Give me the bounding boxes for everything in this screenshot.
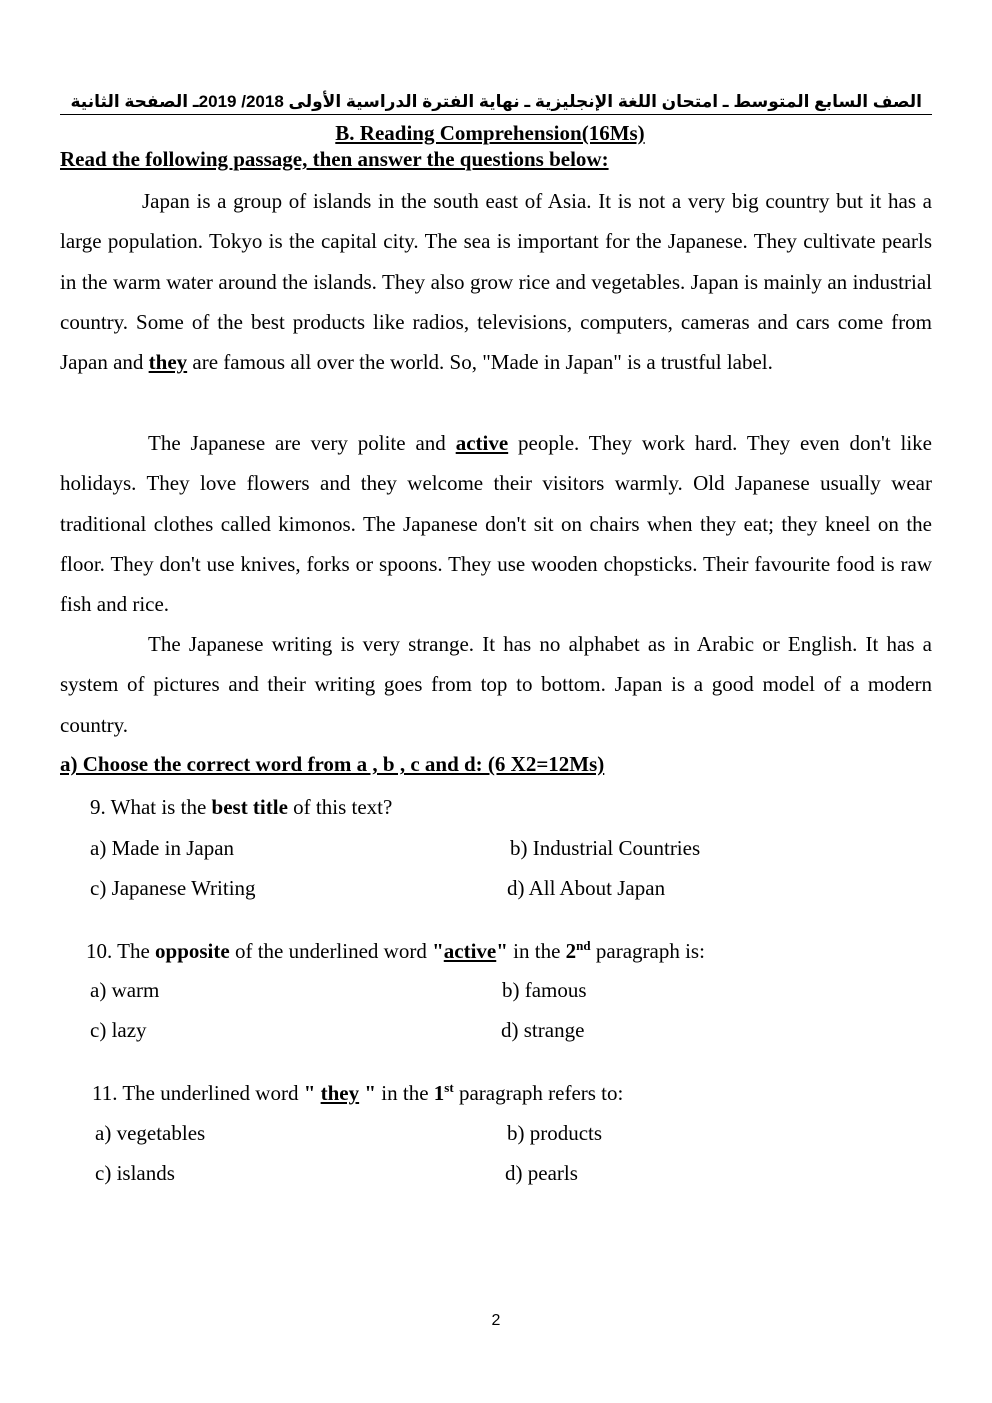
passage-paragraph-2 bbox=[60, 423, 932, 624]
arabic-header: الصف السابع المتوسط ـ امتحان اللغة الإنجليزية ـ نهاية الفترة الدراسية الأولى 2018/ 2019ـ الصفحة الثانية bbox=[60, 90, 932, 115]
instruction: Read the following passage, then answer the questions below: bbox=[60, 147, 609, 171]
option: b) Industrial Countries bbox=[510, 836, 701, 860]
text: in the bbox=[376, 1081, 434, 1105]
option: b) famous bbox=[502, 978, 587, 1002]
section-title: B. Reading Comprehension(16Ms) bbox=[335, 121, 645, 145]
text: st bbox=[444, 1080, 454, 1095]
part-a-heading: a) Choose the correct word from a , b , c and d: (6 X2=12Ms) bbox=[60, 752, 605, 776]
underlined-word: active bbox=[443, 939, 497, 963]
text: Japan is a group of islands in the south east of Asia. It is not a very big country but it has a large population. Tokyo is the capital city. The sea is important for the Japanese. They cultivate pearls in the warm water around the islands. They also grow rice and vegetables. Japan is mainly an industrial country. Some of the best products like radios, televisions, computers, cameras and cars come from Japan and bbox=[60, 189, 932, 375]
text: nd bbox=[576, 938, 591, 953]
option: a) warm bbox=[90, 978, 160, 1002]
text: of this text? bbox=[287, 795, 393, 819]
option: d) strange bbox=[501, 1018, 585, 1042]
question-10: 10. The opposite of the underlined word "active" in the 2nd paragraph is: bbox=[86, 938, 705, 963]
text: 11. The underlined word bbox=[92, 1081, 304, 1105]
option: a) vegetables bbox=[95, 1121, 206, 1145]
question-9 bbox=[90, 795, 392, 820]
underlined-word: they bbox=[320, 1081, 360, 1105]
option: c) Japanese Writing bbox=[90, 876, 256, 900]
question-11: 11. The underlined word " they " in the 1st paragraph refers to: bbox=[92, 1080, 624, 1105]
option: d) All About Japan bbox=[507, 876, 666, 900]
option: a) Made in Japan bbox=[90, 836, 235, 860]
text: paragraph is: bbox=[590, 939, 705, 963]
text: 1 bbox=[433, 1081, 445, 1105]
option: c) lazy bbox=[90, 1018, 147, 1042]
text: opposite bbox=[155, 939, 230, 963]
text: 9. What is the bbox=[90, 795, 212, 819]
text: people. They work hard. They even don't like holidays. They love flowers and they welcome their visitors warmly. Old Japanese usually wear traditional clothes called kimonos. The Japanese don't sit on chairs when they eat; they kneel on the floor. They don't use knives, forks or spoons. They use wooden chopsticks. Their favourite food is raw fish and rice. bbox=[60, 431, 932, 617]
text: best title bbox=[211, 795, 288, 819]
passage-paragraph-3 bbox=[60, 624, 932, 745]
option: c) islands bbox=[95, 1161, 175, 1185]
text: are famous all over the world. So, "Made in Japan" is a trustful label. bbox=[187, 350, 773, 375]
option: d) pearls bbox=[505, 1161, 578, 1185]
page-number: 2 bbox=[491, 1312, 501, 1329]
text: of the underlined word bbox=[229, 939, 433, 963]
text: 10. The bbox=[86, 939, 156, 963]
underlined-word-active: active bbox=[455, 431, 509, 455]
text: The Japanese are very polite and bbox=[148, 431, 456, 455]
text: paragraph refers to: bbox=[453, 1081, 624, 1105]
passage-paragraph-1 bbox=[60, 181, 932, 382]
option: b) products bbox=[507, 1121, 603, 1145]
text: The Japanese writing is very strange. It has no alphabet as in Arabic or English. It has a system of pictures and their writing goes from top to bottom. Japan is a good model of a modern country. bbox=[60, 632, 932, 737]
underlined-word-they: they bbox=[148, 350, 188, 375]
text: 2 bbox=[565, 939, 577, 963]
text: in the bbox=[507, 939, 566, 963]
